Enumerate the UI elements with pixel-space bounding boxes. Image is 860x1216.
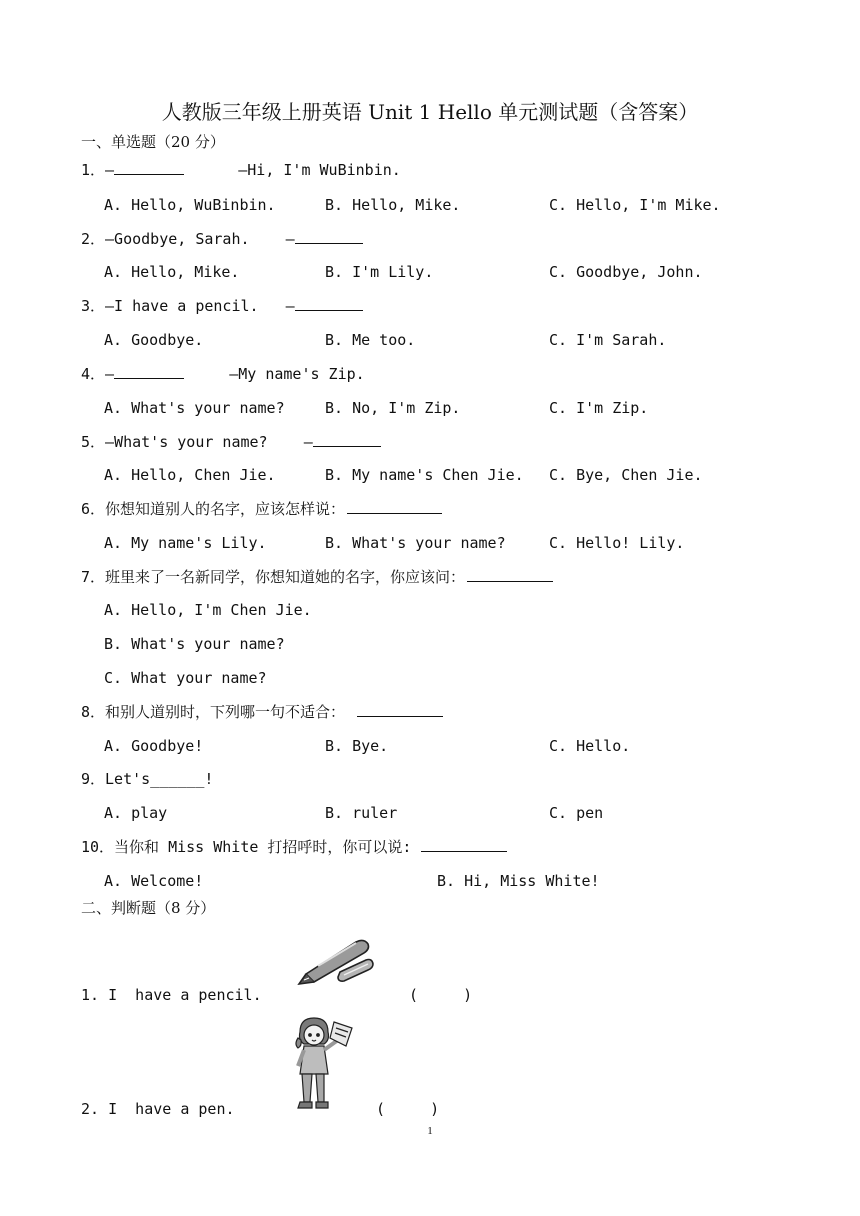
option-c: C. Bye, Chen Jie. <box>549 466 703 484</box>
option-a: A. What's your name? <box>104 399 285 417</box>
question-6: 6．你想知道别人的名字，应该怎样说： <box>81 499 442 519</box>
question-8: 8．和别人道别时，下列哪一句不适合： <box>81 702 443 722</box>
page-number: 1 <box>427 1125 433 1137</box>
section-heading-true-false: 二、判断题（8 分） <box>81 899 216 917</box>
question-1: 1．— —Hi, I'm WuBinbin. <box>81 161 401 179</box>
answer-blank[interactable] <box>357 702 443 717</box>
option-a: A. Hello, WuBinbin. <box>104 196 276 214</box>
answer-blank[interactable] <box>467 567 553 582</box>
page-title: 人教版三年级上册英语 Unit 1 Hello 单元测试题（含答案） <box>161 100 699 124</box>
answer-blank[interactable] <box>114 364 184 379</box>
answer-blank[interactable] <box>421 837 507 852</box>
option-a: A. My name's Lily. <box>104 534 267 552</box>
option-c: C. I'm Zip. <box>549 399 649 417</box>
option-c: C. pen <box>549 804 604 822</box>
option-a: A. Hello, Chen Jie. <box>104 466 276 484</box>
option-b: B. My name's Chen Jie. <box>325 466 524 484</box>
option-b: B. No, I'm Zip. <box>325 399 461 417</box>
option-a: A. Welcome! <box>104 872 204 890</box>
question-4: 4．— —My name's Zip. <box>81 365 365 383</box>
girl-holding-paper-icon <box>290 1016 360 1112</box>
true-false-item-1: 1. I have a pencil. <box>81 986 262 1004</box>
question-5: 5．—What's your name? — <box>81 432 381 452</box>
option-c: C. I'm Sarah. <box>549 331 667 349</box>
option-b: B. What's your name? <box>325 534 506 552</box>
option-b: B. I'm Lily. <box>325 263 434 281</box>
option-a: A. play <box>104 804 168 822</box>
option-b: B. What's your name? <box>104 635 285 653</box>
true-false-item-2: 2. I have a pen. <box>81 1100 235 1118</box>
question-7: 7．班里来了一名新同学，你想知道她的名字，你应该问： <box>81 567 553 587</box>
question-10: 10．当你和 Miss White 打招呼时，你可以说: <box>81 837 507 857</box>
option-a: A. Goodbye. <box>104 331 204 349</box>
option-b: B. Bye. <box>325 737 389 755</box>
option-a: A. Hello, I'm Chen Jie. <box>104 601 312 619</box>
answer-bracket[interactable]: ( ) <box>409 986 473 1004</box>
question-9: 9．Let's______! <box>81 770 214 788</box>
option-b: B. Hello, Mike. <box>325 196 461 214</box>
answer-blank[interactable] <box>295 229 363 244</box>
option-c: C. Goodbye, John. <box>549 263 703 281</box>
option-a: A. Goodbye! <box>104 737 204 755</box>
answer-blank[interactable] <box>313 432 381 447</box>
option-b: B. Me too. <box>325 331 416 349</box>
answer-blank[interactable] <box>114 160 184 175</box>
option-c: C. Hello! Lily. <box>549 534 685 552</box>
option-a: A. Hello, Mike. <box>104 263 240 281</box>
option-c: C. Hello, I'm Mike. <box>549 196 721 214</box>
section-heading-single-choice: 一、单选题（20 分） <box>81 133 225 151</box>
answer-blank[interactable] <box>295 296 363 311</box>
answer-bracket[interactable]: ( ) <box>376 1100 440 1118</box>
question-3: 3．—I have a pencil. — <box>81 296 363 316</box>
option-c: C. What your name? <box>104 669 267 687</box>
fountain-pen-icon <box>296 934 376 988</box>
option-c: C. Hello. <box>549 737 631 755</box>
option-b: B. Hi, Miss White! <box>437 872 600 890</box>
option-b: B. ruler <box>325 804 398 822</box>
question-2: 2．—Goodbye, Sarah. — <box>81 229 363 249</box>
answer-blank[interactable] <box>347 499 442 514</box>
